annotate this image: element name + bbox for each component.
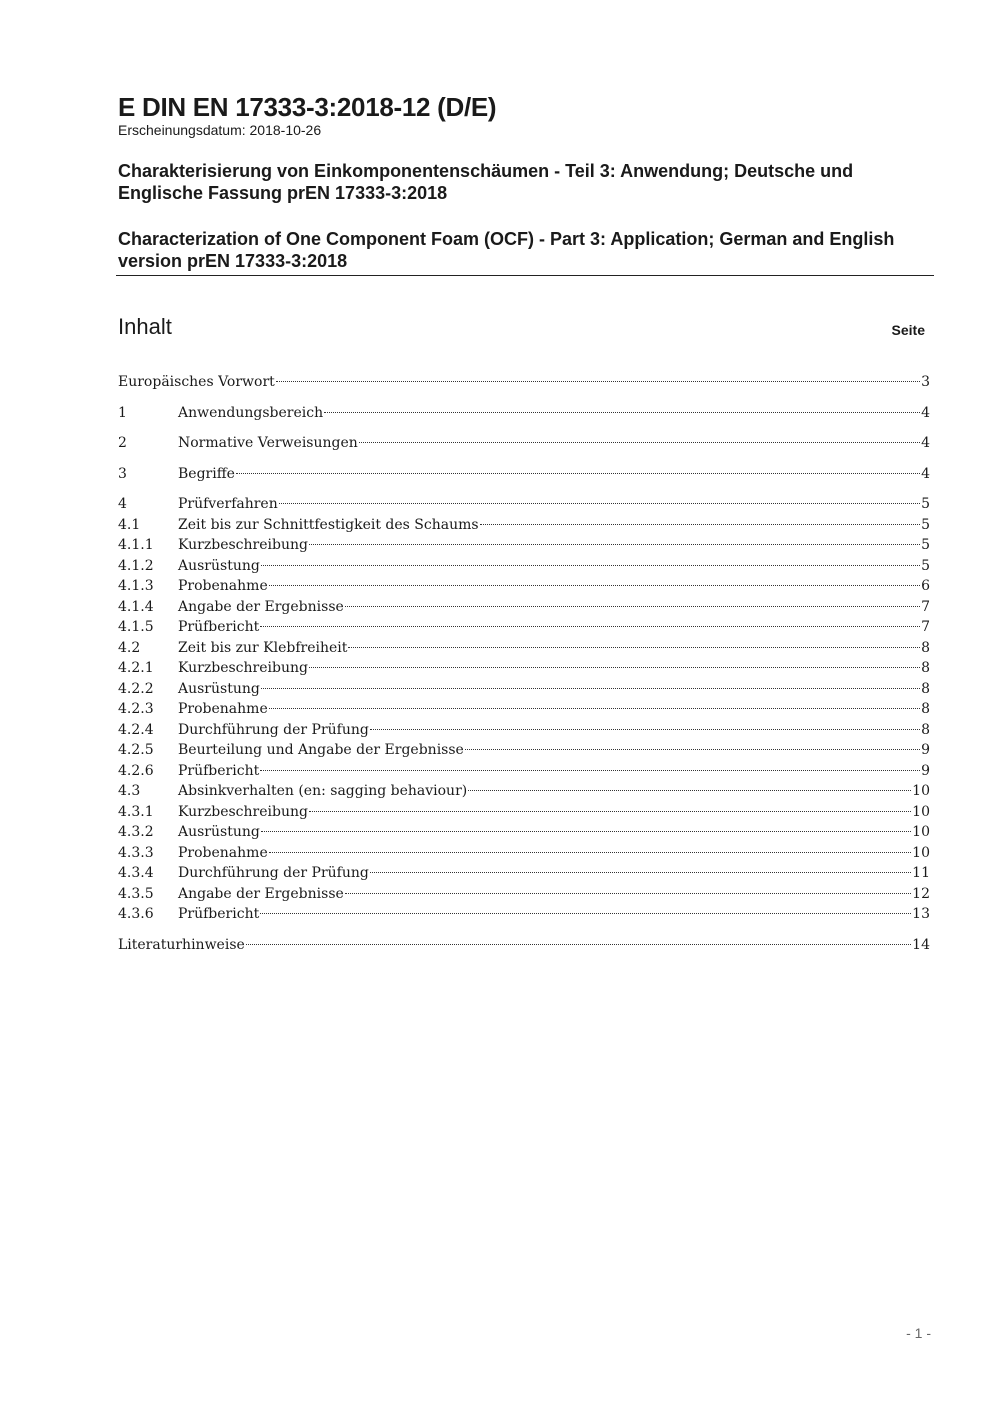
- toc-entry[interactable]: [118, 403, 930, 424]
- toc-entry-label: Kurzbeschreibung: [178, 537, 308, 553]
- toc-dot-leader: [260, 913, 911, 914]
- toc-dot-leader: [370, 729, 920, 730]
- toc-entry-label: Begriffe: [178, 465, 235, 482]
- toc-entry-label: Ausrüstung: [178, 557, 260, 574]
- toc-entry[interactable]: [118, 576, 930, 597]
- toc-entry-label: Kurzbeschreibung: [178, 660, 308, 676]
- header-divider: [116, 275, 934, 276]
- toc-entry-page: 7: [921, 598, 930, 615]
- toc-entry-label: Zeit bis zur Klebfreiheit: [178, 639, 348, 656]
- toc-entry-page: 8: [921, 721, 930, 738]
- toc-entry-number: 4.1.1: [118, 537, 154, 553]
- toc-entry-label: Prüfbericht: [178, 762, 260, 779]
- toc-dot-leader: [480, 524, 921, 525]
- toc-entry-label: Kurzbeschreibung: [178, 803, 308, 820]
- toc-entry-number: 4.3.5: [118, 885, 154, 902]
- toc-entry-number: 2: [118, 435, 127, 451]
- toc-entry[interactable]: [118, 433, 930, 454]
- toc-dot-leader: [359, 442, 920, 443]
- toc-entry-page: 5: [921, 496, 930, 512]
- toc-heading: Inhalt: [118, 314, 172, 339]
- toc-entry[interactable]: [118, 863, 930, 884]
- toc-dot-leader: [276, 381, 920, 382]
- toc-entry-page: 5: [921, 537, 930, 553]
- toc-entry-page: 8: [921, 701, 930, 717]
- toc-entry-number: 4.3.4: [118, 865, 154, 881]
- toc-entry-page: 8: [921, 660, 930, 676]
- title-german: Charakterisierung von Einkomponentenschäumen - Teil 3: Anwendung; Deutsche und Englische Fassung prEN 17333-3:2018: [118, 161, 854, 203]
- toc-entry-label: Probenahme: [178, 578, 268, 594]
- toc-dot-leader: [261, 565, 920, 566]
- toc-entry-page: 3: [921, 374, 930, 390]
- document-id: E DIN EN 17333-3:2018-12 (D/E): [118, 92, 497, 122]
- toc-entry[interactable]: [118, 638, 930, 659]
- toc-dot-leader: [348, 647, 920, 648]
- toc-dot-leader: [324, 412, 920, 413]
- toc-entry-label: Ausrüstung: [178, 680, 260, 697]
- toc-dot-leader: [236, 473, 920, 474]
- toc-entry-label: Literaturhinweise: [118, 936, 245, 953]
- toc-entry[interactable]: [118, 740, 930, 761]
- toc-entry-number: 4.1.2: [118, 557, 154, 574]
- toc-dot-leader: [309, 811, 911, 812]
- page-number: - 1 -: [906, 1325, 931, 1341]
- toc-entry-page: 6: [921, 578, 930, 594]
- toc-entry-number: 4.1.5: [118, 619, 154, 635]
- toc-entry-number: 4.1.3: [118, 578, 154, 594]
- toc-entry[interactable]: [118, 617, 930, 638]
- toc-entry-number: 4.1.4: [118, 598, 154, 615]
- toc-entry-page: 9: [921, 762, 930, 779]
- table-of-contents: [118, 372, 930, 955]
- toc-entry-label: Prüfbericht: [178, 906, 260, 922]
- toc-entry[interactable]: [118, 597, 930, 618]
- toc-entry-page: 7: [921, 619, 930, 635]
- toc-entry-label: Probenahme: [178, 844, 268, 861]
- toc-entry-page: 12: [912, 885, 930, 902]
- toc-entry-number: 4: [118, 496, 127, 512]
- toc-entry[interactable]: [118, 904, 930, 925]
- toc-entry-label: Normative Verweisungen: [178, 435, 358, 451]
- toc-entry-label: Durchführung der Prüfung: [178, 721, 369, 738]
- toc-entry-page: 4: [921, 465, 930, 482]
- toc-entry-label: Probenahme: [178, 701, 268, 717]
- toc-entry-number: 4.2.6: [118, 762, 154, 779]
- toc-entry-label: Angabe der Ergebnisse: [178, 885, 344, 902]
- toc-dot-leader: [260, 770, 920, 771]
- toc-dot-leader: [309, 544, 920, 545]
- toc-entry-number: 4.2.4: [118, 721, 154, 738]
- toc-entry[interactable]: [118, 781, 930, 802]
- toc-dot-leader: [261, 831, 911, 832]
- toc-dot-leader: [269, 852, 911, 853]
- toc-entry-page: 8: [921, 680, 930, 697]
- toc-entry-page: 4: [921, 435, 930, 451]
- toc-entry[interactable]: [118, 556, 930, 577]
- toc-entry[interactable]: [118, 679, 930, 700]
- toc-entry[interactable]: [118, 720, 930, 741]
- toc-entry[interactable]: [118, 372, 930, 393]
- toc-entry[interactable]: [118, 658, 930, 679]
- toc-dot-leader: [309, 667, 920, 668]
- toc-entry[interactable]: [118, 843, 930, 864]
- toc-entry[interactable]: [118, 535, 930, 556]
- toc-entry-page: 13: [912, 906, 930, 922]
- toc-dot-leader: [260, 626, 920, 627]
- toc-entry-page: 14: [912, 936, 930, 953]
- toc-entry-page: 5: [921, 557, 930, 574]
- toc-entry-page: 10: [912, 783, 930, 799]
- toc-dot-leader: [345, 606, 920, 607]
- toc-entry-number: 4.2.3: [118, 701, 154, 717]
- toc-entry-number: 4.3.2: [118, 824, 154, 840]
- toc-entry-page: 4: [921, 404, 930, 421]
- toc-entry[interactable]: [118, 464, 930, 485]
- toc-dot-leader: [465, 749, 920, 750]
- toc-entry[interactable]: [118, 699, 930, 720]
- toc-entry-number: 4.1: [118, 516, 141, 533]
- toc-entry-label: Anwendungsbereich: [178, 404, 324, 421]
- title-english: Characterization of One Component Foam (OCF) - Part 3: Application; German and English version prEN 17333-3:2018: [118, 229, 895, 271]
- toc-entry-number: 4.2: [118, 639, 141, 656]
- toc-entry-page: 8: [921, 639, 930, 656]
- toc-entry-number: 3: [118, 465, 127, 482]
- toc-dot-leader: [279, 503, 920, 504]
- toc-entry-page: 9: [921, 742, 930, 758]
- toc-dot-leader: [370, 872, 911, 873]
- toc-dot-leader: [345, 893, 911, 894]
- toc-dot-leader: [261, 688, 920, 689]
- toc-dot-leader: [468, 790, 911, 791]
- toc-entry[interactable]: [118, 761, 930, 782]
- toc-entry-number: 4.3.3: [118, 844, 154, 861]
- toc-entry[interactable]: [118, 494, 930, 515]
- toc-entry-page: 10: [912, 824, 930, 840]
- toc-entry-label: Durchführung der Prüfung: [178, 865, 369, 881]
- toc-entry-number: 4.3.6: [118, 906, 154, 922]
- toc-entry-label: Europäisches Vorwort: [118, 374, 275, 390]
- toc-entry-label: Zeit bis zur Schnittfestigkeit des Schaums: [178, 516, 479, 533]
- toc-entry[interactable]: [118, 802, 930, 823]
- toc-entry[interactable]: [118, 822, 930, 843]
- toc-entry-label: Prüfverfahren: [178, 496, 278, 512]
- toc-entry-label: Beurteilung und Angabe der Ergebnisse: [178, 742, 464, 758]
- toc-entry-page: 10: [912, 803, 930, 820]
- toc-dot-leader: [269, 585, 920, 586]
- toc-entry[interactable]: [118, 935, 930, 956]
- toc-entry-label: Absinkverhalten (en: sagging behaviour): [178, 783, 468, 799]
- toc-dot-leader: [246, 944, 911, 945]
- toc-entry[interactable]: [118, 884, 930, 905]
- toc-entry-page: 5: [921, 516, 930, 533]
- toc-page-column-heading: Seite: [891, 322, 925, 338]
- toc-entry-number: 4.2.2: [118, 680, 154, 697]
- toc-entry-number: 4.2.5: [118, 742, 154, 758]
- toc-entry-number: 4.2.1: [118, 660, 154, 676]
- toc-entry-label: Angabe der Ergebnisse: [178, 598, 344, 615]
- toc-entry-number: 4.3.1: [118, 803, 154, 820]
- toc-entry-number: 1: [118, 404, 127, 421]
- toc-dot-leader: [269, 708, 920, 709]
- toc-entry-page: 11: [912, 865, 930, 881]
- publication-date: Erscheinungsdatum: 2018-10-26: [118, 122, 322, 138]
- toc-entry-page: 10: [912, 844, 930, 861]
- toc-entry-number: 4.3: [118, 783, 141, 799]
- toc-entry[interactable]: [118, 515, 930, 536]
- toc-entry-label: Prüfbericht: [178, 619, 260, 635]
- toc-entry-label: Ausrüstung: [178, 824, 260, 840]
